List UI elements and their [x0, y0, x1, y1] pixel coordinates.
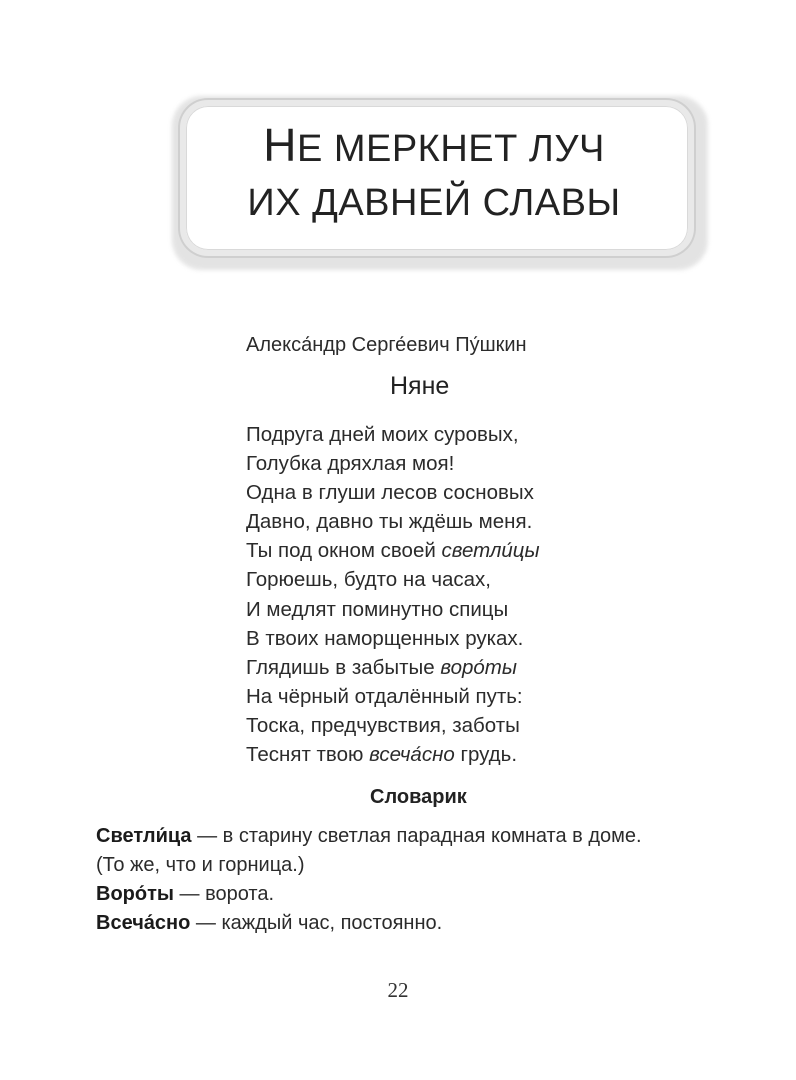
glossary-term-highlight: всеча́сно	[369, 743, 455, 767]
glossary-term: Всеча́сно	[96, 912, 191, 934]
poem-line: И медлят поминутно спицы	[246, 597, 509, 621]
glossary-definition: — каждый час, постоянно.	[190, 912, 443, 934]
glossary-entry	[96, 851, 776, 880]
glossary-term-highlight: воро́ты	[440, 655, 517, 679]
poem-line: Горюешь, будто на часах,	[246, 568, 491, 592]
glossary-entry	[96, 880, 776, 909]
glossary-title: Словарик	[370, 786, 467, 808]
poem-line: Теснят твою всеча́сно грудь.	[246, 743, 518, 767]
poem-line: На чёрный отдалённый путь:	[246, 684, 523, 708]
glossary-definition: (То же, что и горница.)	[96, 854, 305, 876]
glossary-definition: — ворота.	[173, 883, 275, 905]
glossary-entry	[96, 822, 776, 851]
glossary-term-highlight: светли́цы	[441, 539, 540, 563]
author-name: Алекса́ндр Серге́евич Пу́шкин	[246, 334, 527, 356]
glossary	[96, 822, 776, 938]
poem-title: Няне	[390, 372, 450, 400]
glossary-entry	[96, 909, 776, 938]
poem-text	[246, 420, 540, 769]
poem-line: Давно, давно ты ждёшь меня.	[246, 510, 533, 534]
poem-line: Глядишь в забытые воро́ты	[246, 655, 517, 679]
poem-line: Подруга дней моих суровых,	[246, 423, 519, 446]
poem-line: Ты под окном своей светли́цы	[246, 539, 540, 563]
page-title	[170, 118, 698, 230]
poem-line: В твоих наморщенных руках.	[246, 626, 524, 650]
glossary-term: Воро́ты	[96, 883, 174, 905]
poem-line: Голубка дряхлая моя!	[246, 452, 455, 476]
page-number: 22	[387, 978, 409, 1002]
title-banner	[170, 92, 698, 264]
poem-line: Тоска, предчувствия, заботы	[246, 713, 520, 737]
glossary-definition: — в старину светлая парадная комната в доме.	[191, 825, 642, 847]
page-title-line-2: ИХ ДАВНЕЙ СЛАВЫ	[247, 182, 621, 224]
page-title-line-1: НЕ МЕРКНЕТ ЛУЧ	[263, 119, 605, 171]
glossary-term: Светли́ца	[96, 825, 192, 847]
poem-line: Одна в глуши лесов сосновых	[246, 481, 534, 505]
